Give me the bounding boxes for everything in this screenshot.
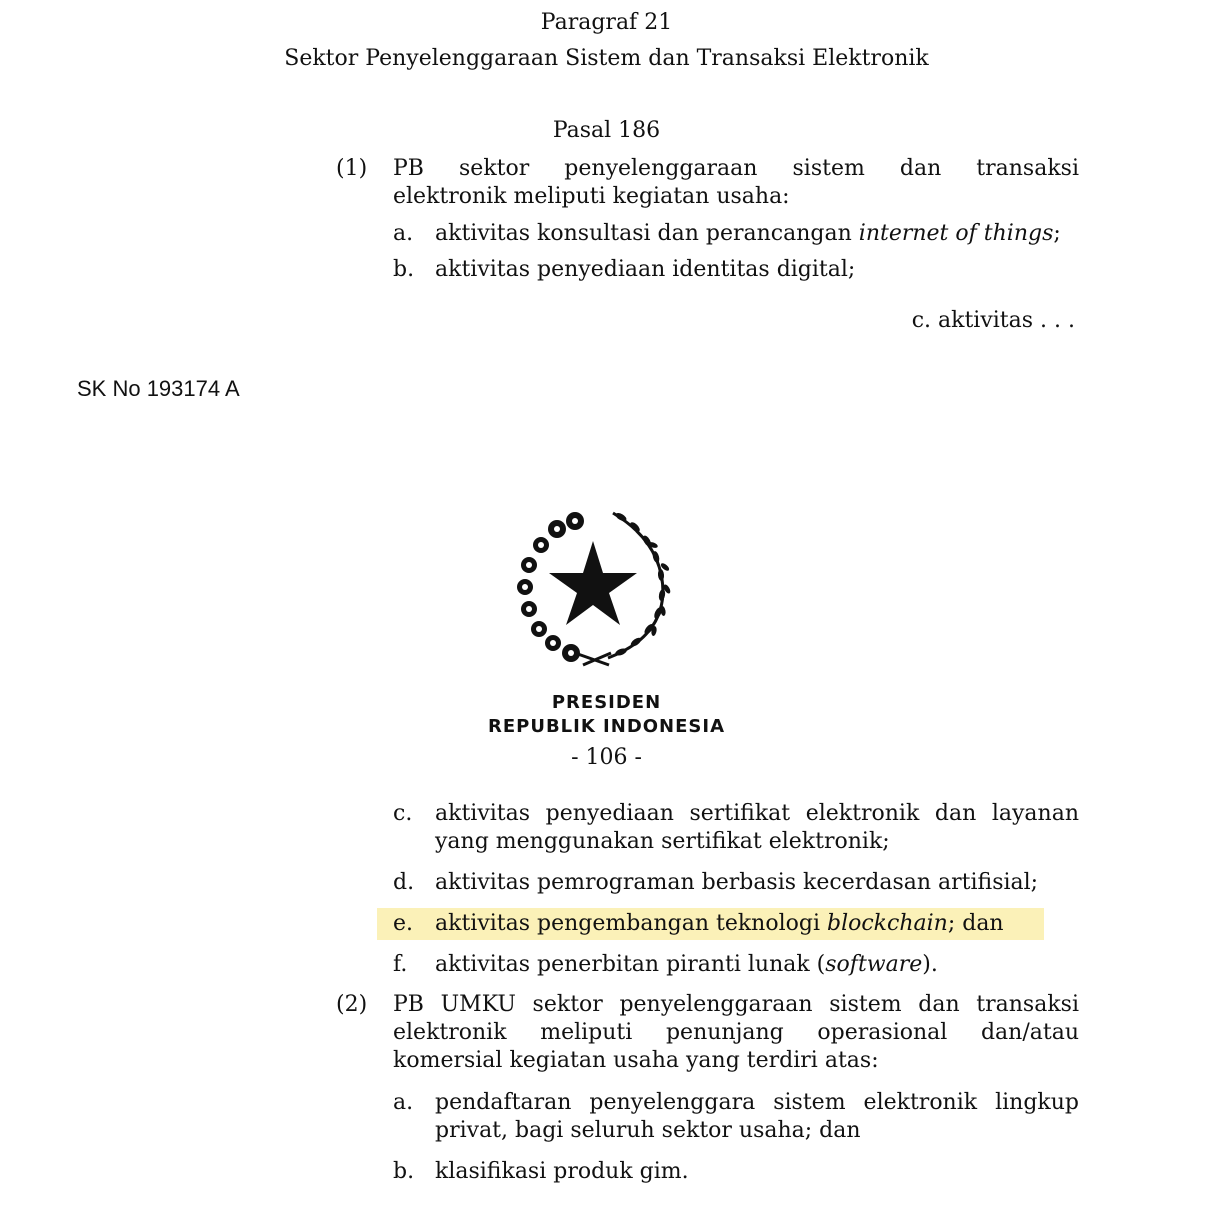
item-letter: a. [393, 1090, 414, 1115]
clause-text-line: elektronik meliputi penunjang operasional dan/atau [393, 1020, 1079, 1045]
item-italic-term: software [825, 952, 923, 977]
item-letter: b. [393, 1159, 415, 1184]
item-letter: f. [393, 952, 408, 977]
item-letter: e. [393, 911, 414, 936]
item-letter: b. [393, 257, 415, 282]
list-item-line: pendaftaran penyelenggara sistem elektronik lingkup [435, 1090, 1079, 1115]
heading-paragraf: Paragraf 21 [540, 10, 673, 35]
item-letter: c. [393, 801, 413, 826]
emblem-title-republik: REPUBLIK INDONESIA [487, 716, 726, 737]
list-item-line: privat, bagi seluruh sektor usaha; dan [435, 1118, 861, 1143]
item-text-end: ; dan [947, 911, 1004, 936]
clause-text-line: komersial kegiatan usaha yang terdiri atas: [393, 1048, 879, 1073]
list-item-line: aktivitas penyediaan sertifikat elektronik dan layanan [435, 801, 1079, 826]
item-text-end: ; [1053, 221, 1061, 246]
clause-number: (2) [336, 992, 368, 1017]
clause-text-line: PB UMKU sektor penyelenggaraan sistem dan transaksi [393, 992, 1079, 1017]
clause-number: (1) [336, 156, 368, 181]
clause-text-line: elektronik meliputi kegiatan usaha: [393, 184, 790, 209]
heading-sektor: Sektor Penyelenggaraan Sistem dan Transaksi Elektronik [284, 46, 929, 71]
list-item [435, 952, 938, 977]
list-item: aktivitas pemrograman berbasis kecerdasan artifisial; [435, 870, 1039, 895]
list-item: aktivitas penyediaan identitas digital; [435, 257, 856, 282]
item-text: aktivitas konsultasi dan perancangan [435, 221, 859, 246]
list-item [435, 221, 1061, 246]
item-italic-term: blockchain [827, 911, 948, 936]
pasal-heading: Pasal 186 [552, 118, 661, 143]
emblem-title-presiden: PRESIDEN [551, 692, 662, 713]
sk-number: SK No 193174 A [77, 376, 240, 401]
item-letter: a. [393, 221, 414, 246]
item-text: aktivitas pengembangan teknologi [435, 911, 827, 936]
item-text-end: ). [922, 952, 938, 977]
item-letter: d. [393, 870, 415, 895]
list-item-highlighted [435, 911, 1004, 936]
emblem-icon [513, 503, 673, 668]
clause-text-line: PB sektor penyelenggaraan sistem dan transaksi [393, 156, 1079, 181]
list-item: klasifikasi produk gim. [435, 1159, 689, 1184]
list-item-line: yang menggunakan sertifikat elektronik; [435, 829, 890, 854]
page-number: - 106 - [571, 745, 642, 770]
item-italic-term: internet of things [858, 221, 1054, 246]
item-text: aktivitas penerbitan piranti lunak ( [435, 952, 826, 977]
garuda-emblem [513, 503, 673, 668]
continuation-text: c. aktivitas . . . [911, 308, 1075, 333]
